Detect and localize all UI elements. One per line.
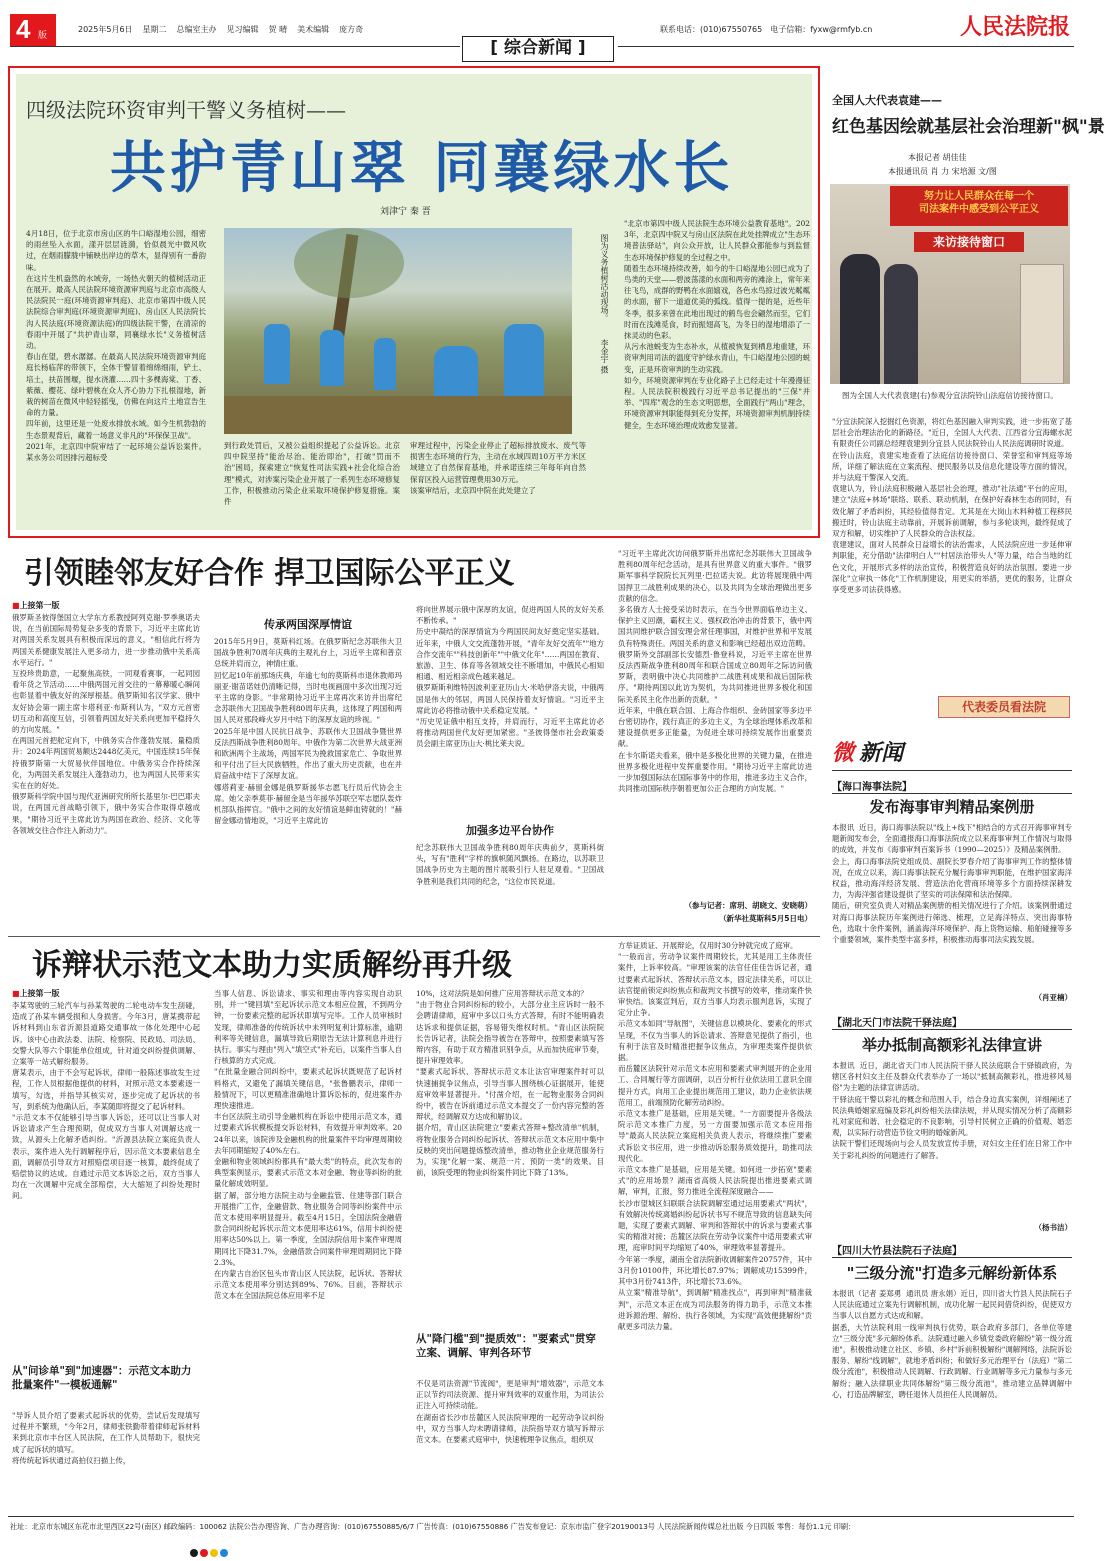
bottom-col-3b: 不仅是司法资源"节流阀"，更是审判"增效器"，示范文本正以节约司法资源、提升审判效率的双重作用，为司法公正注入可持续动能。 在湖南省长沙市岳麓区人民法院审理的一起劳动争议纠纷中，双方当事人均未聘请律师，法院指导双方填写诉辩示范文本。在要素式庭审中，快速梳理争议焦点，组织双 [416, 1379, 604, 1445]
page-number: 4 [16, 14, 31, 44]
section-rule [8, 936, 820, 937]
bottom-col-3: 10%，这对法院是如何推广应用答辩状示范文本的？ "由于物业合同纠纷标的较小，大部分业主应诉时一般不会聘请律师，庭审中多以口头方式答辩，有时不能明确表达诉求和提供证据，容易错失维权时机。"青山区法院院长告诉记者，法院会指导被告在答辩中，按照要素填写答辩内容，有助于双方精准识别争点，从而加快庭审节奏，提升审理效率。 "要素式起诉状、答辩状示范文本让法官审理案件时可以快速捕捉争议焦点，引导当事人围绕核心证据展开，能使庭审效率显著提升。"付凿介绍，在一起物业服务合同纠纷中，被告在诉前通过示范文本提交了一份内容完整的答辩状，经调解双方达成和解协议。 据介绍，青山区法院建立"要素式答辩+整改清单"机制，将物业服务合同纠纷起诉状、答辩状示范文本应用中集中反映的突出问题提炼整改清单，推动物业企业规范服务行为，实现"化解一案、规范一片、预防一类"的效果。目前，该院受理的物业纠纷案件同比下降了13%。 [416, 989, 604, 1178]
sign-text-1: 努力让人民群众在每一个 [924, 191, 1034, 202]
mid-col-2: 2015年5月9日，莫斯科红场。在俄罗斯纪念苏联伟大卫国战争胜利70周年庆典的主观礼台上，习近平主席和普京总统并肩而立，神情庄重。 回忆起10年前那场庆典，年逾七旬的莫斯科市退休教师玛丽亚·谢苗诺娃仍清晰记得，当时电视画面中多次出现习近平主席的身影。"非常期待习近平主席再次来访并出席纪念苏联伟大卫国战争胜利80周年庆典，这体现了两国和两国人民对那段峰火岁月中结下的深厚友谊的珍视。" 2025年是中国人民抗日战争、苏联伟大卫国战争暨世界反法西斯战争胜利80周年。中俄作为第二次世界大战亚洲和欧洲两个主战场，两国军民为挽救国家危亡、争取世界和平付出了巨大民族牺牲，作出了重大历史贡献，也在并肩奋战中结下了深厚友谊。 娜塔莉亚·赫留金娜是俄罗斯援华志愿飞行员后代协会主席。她父亲季莫菲·赫留金是当年援华苏联空军志愿队轰炸机部队指挥官。"俄中之间的友好情谊是鲜血铸就的！"赫留金娜动情地说，"习近平主席此访 [214, 637, 402, 826]
mid-article [8, 544, 820, 932]
intern-editor-label: 见习编辑 [226, 25, 259, 34]
continued-marker-2: ■上接第一版 [12, 989, 60, 998]
worker-figure [374, 338, 396, 390]
issue-date: 2025年5月6日 [78, 25, 133, 34]
item3-tag: 【四川大竹县法院石子法庭】 [832, 1242, 1072, 1258]
header-rule-right [618, 46, 1074, 47]
item3-title: "三级分流"打造多元解纷新体系 [846, 1264, 1058, 1282]
art-editor-name: 庞方奇 [339, 25, 364, 34]
right-reporter: 本报记者 胡佳佳 [908, 153, 967, 162]
continued-text-2: 上接第一版 [19, 989, 60, 998]
weixinwen-logo-2: 新闻 [859, 741, 904, 766]
photo-caption [580, 234, 610, 434]
bottom-col-2: 当事人信息、诉讼请求、事实和理由等内容实现自动识别，并一"键回填"至起诉状示范文本相应位置，不到两分钟，一份要素完整的起诉状即填写完毕。工作人员审核时发现，律师准备的传统诉状中未列明复利计算标准，逾期利率等关键信息，漏填导致后期原告无法计算利息并进行执行。事实与理由"列入"填空式"补充后，以案件当事人自行核算的方式完成。 "在批量金融合同纠纷中，要素式起诉状既规范了起诉材料格式，又避免了漏填关键信息，"张鲁鹏表示，律师一般情况下，可以更精准准确地计算诉讼标的，促进案件办理快速推进。 丰台区法院主动引导金融机构在诉讼中使用示范文本，通过要素式诉状模板提交诉讼材料，有效提升审判效率。2024年以来，该院涉及金融机构的批量案件平均审理周期较去年同期缩短了40%左右。 金融和物业领域纠纷都具有"最大类"的特点，此次发布的典型案例显示，要素式示范文本对金融、物业等纠纷的批量化解成效明显。 据了解，部分地方法院主动与金融监管、住建等部门联合开展推广工作，金融借款、物业服务合同等纠纷案件中示范文本使用率明显提升。截至4月15日，全国法院金融借款合同纠纷起诉状示范文本使用率达61%，信用卡纠纷使用率达50%以上。第一季度，全国法院信用卡案件审理周期同比下降31.7%，金融借款合同案件审理周期同比下降2.3%。 在内蒙古自治区包头市青山区人民法院，起诉状、答辩状示范文本使用率分别达到89%、76%。目前，答辩状示范文本在全国法院总体应用率不足 [214, 989, 402, 1301]
contact-info [660, 24, 950, 38]
bottom-col-4: 方举证质证、开展辩论，仅用时30分钟就完成了庭审。 "一般而言，劳动争议案件周期较长，尤其是用工主体责任案件，上诉率较高。"审理该案的法官任佳佳告诉记者，通过要素式起诉状、答辩状示范文本，固定法律关系，可以让法官提前锁定纠纷焦点和裁判文书撰写的效率，推动案件快审快结。该案宣判后，双方当事人均表示服判息诉，实现了定分止争。 示范文本如同"导航图"，关键信息以模块化、要素化的形式呈现，不仅为当事人的诉讼请求、答辩意见提供了指引，也有利于法官及时精准把握争议焦点，为审理类案件提供依据。 而岳麓区法院针对示范文本应用和要素式审判展开的企业用工、合同履行等方面调研，以百分析行业依法用工意识全面提升方式，向用工企业提出规范用工建议，助力企业依法规范用工，前端预防化解劳动纠纷。 示范文本推广是基础，应用是关键。"一方面要提升各级法院示范文本推广力度，另一方面要加强示范文本应用指导"最高人民法院立案庭相关负责人表示，将继续推广要素式诉讼文书应用，进一步推动诉讼服务质效提升，助推司法现代化。 示范文本推广是基础，应用是关键。如何进一步拓宽"要素式"的应用场景？湖南省高级人民法院提出推进要素式调解，审判，汇报，努力推进全流程深度融合—— 长沙市望城区妇联联合法院调解室通过运用要素式"两状"，有效解决传统离婚纠纷起诉状书写不规范导致的信息缺失问题，实现了要素式调解、审判和答辩状中的诉求与要素式事实的精准对接；岳麓区法院在劳动争议案件中适用要素式审理，庭审时间平均缩短了40%，审理效率显著提升。 今年第一季度，湖南全省法院新收调解案件20757件，其中3月份10100件，环比增长87.97%；调解成功15399件，其中3月份7413件，环比增长73.6%。 从立案"精准导航"，到调解"精准找点"，再到审判"精准裁判"，示范文本正在成为司法服务的得力助手，示范文本推进诉源治理、解纷、执行各领域，为实现"高效便捷解纷"贡献更多司法力量。 [618, 941, 812, 1331]
contact-phone: 联系电话：(010)67550765 [660, 25, 763, 34]
column-tag [938, 696, 1070, 718]
footer-rule [8, 1516, 1074, 1517]
feature-headline: 共护青山翠 同襄绿水长 [110, 136, 734, 201]
continued-marker: ■上接第一版 [12, 601, 60, 610]
feature-col-4: "北京市第四中级人民法院生态环境公益教育基地"。2023年，北京四中院又与房山区法院在此处挂牌成立"生态环境普法驿站"，向公众开放，让人民群众都能参与到监督生态环境保护修复的全过程之中。 随着生态环境持续改善，如今的牛口峪湿地公园已成为了鸟类的天堂——碧波荡漾的水面和两旁的滩涂上，常年来往飞鸟，成群的野鸭在水面嬉戏，各色水鸟掠过波光粼粼的水面，留下一道道优美的弧线。值得一提的是，近些年冬季，很多来曾在此地出现过的鹤鸟也会翩然而至，它们时而在浅滩觅食，时而振翅高飞，为冬日的湿地增添了一抹灵动的色彩。 从污水池蜕变为生态补水，从植被恢复到栖息地重建，环资审判用司法的温度守护绿水青山，牛口峪湿地公园的蜕变，正是环资审判的生动实践。 如今，环境资源审判在专业化路子上已经走过十年漫漫征程。人民法院积极践行习近平总书记提出的"三保"并举、"四库"观念的生态文明思想，全面践行"两山"理念，环境资源审判职能得到充分发挥，环境资源审判机制持续健全，生态环境治理成效愈发显著。 [624, 219, 810, 430]
feature-col-2: 到行政处罚后，又被公益组织提起了公益诉讼。北京四中院坚持"能治尽治、能治即治"，打破"罚而不治"困局，探索建立"恢复性司法实践+社会化综合治理"模式，对涉案污染企业开展了一系列生态环境修复工作，积极推动污染企业采取环境保护修复措施。案件 [224, 441, 400, 507]
tree-planting-photo [224, 228, 572, 434]
bottom-col1-title: 从"问诊单"到"加速器"：示范文本助力批量案件"一模板通解" [12, 1365, 192, 1391]
sign-banner [890, 186, 1068, 226]
weixinwen-rule [832, 770, 1072, 771]
header-rule-left [10, 46, 460, 47]
right-photo-caption: 图为全国人大代表袁建(右)参观分宜法院铃山法庭信访接待窗口。 [842, 391, 1058, 400]
right-top-article [828, 92, 1105, 728]
item1-tag: 【海口海事法院】 [832, 778, 1072, 794]
page-number-badge [10, 14, 56, 46]
bottom-col3-title: 从"降门槛"到"提质效"："要素式"贯穿立案、调解、审判各环节 [416, 1333, 596, 1359]
feature-col-1: 4月18日，位于北京市房山区的牛口峪湿地公园，细密的雨丝坠入水面，漾开层层涟漪，恰似晨光中微风吹过，在烟雨朦胧中铺映出岸边的草木，显得别有一番韵味。 在这片生机盎然的水域旁，一场热火朝天的植树活动正在展开。最高人民法院环境资源审判庭与北京市高级人民法院民一庭(环境资源审判庭)、北京市第四中级人民法院综合审判庭(环境资源审判庭)、房山区人民法院长沟人民法庭(环境资源法庭)的四级法院干警，在清凉的春雨中开展了"共护青山翠，同襄绿水长"义务植树活动。 春山在望，碧水潺潺。在最高人民法院环境资源审判庭庭长杨临萍的带领下，全体干警冒着绵绵细雨，铲土、培土，扶苗围堰，提水浇灌……四十多棵海棠、丁香、紫薇、樱花、绿叶碧桃在众人齐心协力下扎根湿地，新栽的树苗在微风中轻轻摇曳，仿佛在向这片土地宣告生命的力量。 四年前，这里还是一处废水排放水域。如今生机勃勃的生态景观背后，藏着一场意义非凡的"环保保卫战"。 2021年，北京四中院审结了一起环境公益诉讼案件。某水务公司因排污超标受 [26, 229, 206, 463]
item3-body: 本报讯（记者 姜郑勇 通讯员 唐永娟）近日，四川省大竹县人民法院石子人民法庭通过立案先行调解机制，成功化解一起民间借贷纠纷，促使双方当事人以自愿方式达成和解。 据悉，大竹法院利用一线审判执行优势，联合政府多部门，各单位等建立"三级分流"多元解纷体系。法院通过融入乡镇党委政府解纷"第一级分流池"，积极推动建立社区、乡镇、乡村"诉前积极解纷"调解网络，法院诉讼服务、解纷"线调解"，就地矛盾纠纷；和做好多元治理平台（法庭）"第二级分流池"，积极推动人民调解、行政调解、行业调解等多元力量参与多元解纷；融入法律职业共同体解纷"第三级分流池"，推动建立品牌调解中心，打造品牌解室，聘任退休人员担任人民调解员。 [832, 1289, 1072, 1399]
mid-source: （新华社莫斯科5月5日电） [719, 914, 812, 923]
person-figure [884, 264, 918, 384]
doorway [1020, 264, 1064, 384]
ground [224, 396, 572, 434]
item2-title: 举办抵制高额彩礼法律宣讲 [861, 1036, 1042, 1054]
worker-figure [264, 324, 290, 384]
header-meta [78, 24, 408, 38]
right-headline: 红色基因绘就基层社会治理新"枫"景 [832, 117, 1105, 137]
mid-col-3: 将向世界展示俄中深厚的友谊，促进两国人民的友好关系不断传承。" 历史中凝结的深厚情谊为今两国民间友好奠定坚实基础。近年来，中俄人文交流蓬勃开展，"青年友好交流年""地方合作交流年""科技创新年""中俄文化年"……两国在教育、旅游、卫生、体育等各领域交往不断增加，中俄民心相知相通、相近相亲成色越来越足。 俄罗斯斯利维特因波利亚亚历山大·米哈伊洛夫说，中俄两国是伟大的邻居，两国人民保持着友好情谊。"习近平主席此访必将推动俄中关系稳定发展。" "历史见证俄中相互支持，并肩而行，习近平主席此访必将推动两国世代友好更加紧密。"圣彼得堡市社会政策委员会副主席亚历山大·桃比莱夫说。 [416, 605, 604, 749]
item1-sign: （肖亚楠） [1034, 993, 1072, 1002]
worker-figure [320, 330, 344, 386]
item1-body: 本报讯 近日，海口海事法院以"线上+线下"相结合的方式召开海事审判专题新闻发布会，全面通报海口海事法院成立以来海事审判工作情况与取得的成效，并发布《海事审判百案诉书（1990—2025）》及精品案例册。 会上，海口海事法院党组成员、副院长罗春介绍了海事审判工作的整体情况，在成立以来，海口海事法院充分履行海事审判职能，在维护国家海洋权益，推动海洋经济发展、营造法治化营商环境等多个方面持续深耕发力，为海洋强省建设提供了坚实的司法保障和法治保障。 随后，研究室负责人对精品案例册的相关情况进行了介绍。该案例册通过对海口海事法院历年案例进行筛选、梳理，立足海洋特点、突出海事特色，选取十余件案例，涵盖海洋环境保护、海上货物运输、船舶碰撞等多个重要领域，案件类型丰富多样，积极推动海事司法实践发展。 [832, 823, 1072, 945]
bottom-headline: 诉辩状示范文本助力实质解纷再升级 [32, 948, 512, 983]
registration-dot [190, 1549, 198, 1557]
tree-foliage [294, 228, 404, 298]
weixinwen-column [828, 734, 1074, 1512]
intern-editor-name: 贺 晴 [268, 25, 288, 34]
registration-dot [220, 1549, 228, 1557]
mid-col-3b: 纪念苏联伟大卫国战争胜利80周年庆典前夕，莫斯科街头，写有"胜利"字样的旗帜随风飘扬。在路边，以苏联卫国战争历史为主题的图片展吸引行人驻足观看。"卫国战争胜利是我们共同的纪念，"这位市民说道。 [416, 843, 604, 886]
person-figure [840, 254, 880, 384]
right-reporter-2: 本报通讯员 肖 力 宋培源 文/图 [888, 167, 997, 176]
item2-tag: 【湖北天门市法院干驿法庭】 [832, 1014, 1072, 1030]
feature-article [8, 66, 820, 538]
bottom-article [8, 936, 820, 1512]
item1-title: 发布海事审判精品案例册 [869, 798, 1035, 816]
reception-sign [914, 232, 1024, 252]
sign-text-2: 司法案件中感受到公平正义 [919, 204, 1039, 215]
mid-headline: 引领睦邻友好合作 捍卫国际公平正义 [24, 556, 515, 591]
sign-text-3: 来访接待窗口 [932, 235, 1005, 249]
bottom-col-1: 李某驾驶的三轮汽车与孙某驾驶的二轮电动车发生刮碰，造成了孙某车辆受损和人身损害。今年3月，唐某携带起诉材料到山东省沂源县道路交通事故一体化处理中心起诉。该中心由政法委、法院、检察院、民政局、司法局、交警大队等六个职能单位组成，针对道交纠纷提供调解、立案等一站式解纷服务。 唐某表示，由于不会写起诉状，律师一般陈述事故发生过程，工作人员根据他提供的材料，对照示范文本要素逐一填写，勾选，并指导其核实对，逐步完成了起诉状的书写，到系统为他确认后，李某随即将提交了起诉材料。 "示范文本不仅能够引导当事人诉讼，还可以让当事人对诉讼请求产生合理预期，促成双方当事人对调解达成一致，从源头上化解矛盾纠纷。"沂源县法院立案庭负责人表示，案件进入先行调解程序后，因示范文本要素信息全面，调解员引导双方对照赔偿项目逐一核算，最终促成了赔偿协议的达成。自通过示范文本诉讼之后，双方当事人均在一次调解中完成全部赔偿，大大缩短了纠纷处理时间。 [12, 1001, 200, 1201]
photo-credit: 李金宇 摄 [600, 338, 609, 374]
page-header [0, 0, 1080, 62]
right-kicker: 全国人大代表袁建—— [832, 94, 942, 107]
mid-col2-title: 传承两国深厚情谊 [264, 618, 352, 631]
footer-text: 社址：北京市东城区东花市北里西区22号(南区) 邮政编码：100062 法院公告办理咨询、广告办理咨询：(010)67550885/6/7 广告传真：(010)67550886 广告发布登记：京东市监广登字20190013号 人民法院新闻传媒总社出版 今日四版 零售：每份1.1元 印刷： [10, 1522, 856, 1531]
weixinwen-logo-1: 微 [832, 741, 855, 766]
column-tag-text: 代表委员看法院 [961, 700, 1046, 714]
editor-label: 总编室主办 [176, 25, 217, 34]
page-suffix: 版 [38, 31, 48, 41]
right-photo [830, 184, 1070, 384]
art-editor-label: 美术编辑 [297, 25, 330, 34]
mid-col3-title: 加强多边平台协作 [466, 824, 554, 837]
registration-dot [210, 1549, 218, 1557]
bottom-col-1b: "导诉人员介绍了要素式起诉状的优势，尝试后发现填写过程并不繁琐，"今年2月，律师张铁勤带着律师起诉材料来到北京市丰台区人民法院，在工作人员帮助下，很快完成了起诉状的填写。 将传统起诉状通过高拍仪扫描上传， [12, 1411, 200, 1465]
mid-signature: （参与记者：席玥、胡晓文、安晓萌） [684, 901, 812, 910]
item2-body: 本报讯 近日，湖北省天门市人民法院干驿人民法庭联合干驿镇政府，为辖区各村妇女主任及群众代表举办了一场以"抵制高额彩礼，推进移风易俗"为主题的法律宣讲活动。 干驿法庭干警以彩礼的概念和范围入手，结合身边真实案例，详细阐述了民法典婚姻家庭编及彩礼纠纷相关法律法规，并从现实情况分析了高额彩礼对家庭和谐、社会稳定的不良影响，引导村民树立正确的价值观、婚恋观，以实际行动营造节俭文明的婚嫁新风。 法院干警们还现场向与会人员发放宣传手册，对妇女主任们在日常工作中关于彩礼纠纷的问题进行了解答。 [832, 1061, 1072, 1160]
feature-kicker: 四级法院环资审判干警义务植树—— [26, 98, 346, 122]
continued-text: 上接第一版 [19, 601, 60, 610]
color-registration-marks [190, 1542, 890, 1554]
worker-figure [504, 324, 544, 402]
weixinwen-logo [832, 736, 972, 766]
feature-byline: 刘津宁 秦 晋 [380, 207, 431, 217]
masthead [960, 10, 1075, 44]
registration-dot [200, 1549, 208, 1557]
mid-col-4: "习近平主席此次访问俄罗斯并出席纪念苏联伟大卫国战争胜利80周年纪念活动，是具有世界意义的重大事件。"俄罗斯军事科学院院长瓦列里·巴拉诺夫说。此访将展现俄中两国捍卫二战胜利成果的决心，以及共同为全球治理做出更多贡献的信念。 多名俄方人士接受采访时表示，在当今世界面临单边主义、保护主义回潮，霸权主义、强权政治冲击的背景下，俄中两国共同维护联合国安理会常任理事国，对维护世界和平发展负有特殊责任。两国关系的意义和影响已经超出双边范畴。 俄罗斯外交部副部长安德烈·鲁登科说，习近平主席在世界反法西斯战争胜利80周年和联合国成立80周年之际访问俄罗斯，表明俄中决心共同维护二战胜利成果和战后国际秩序。"期待两国以此访为契机，为共同推进世界多极化和国际关系民主化作出新的贡献。" 近年来，中俄在联合国、上海合作组织、金砖国家等多边平台密切协作，践行真正的多边主义，为全球治理体系改革和建设提供更多正能量，为促进全球可持续发展作出重要贡献。 在卡尔斯诺夫看来，俄中是多极化世界的关键力量，在推进世界多极化进程中发挥重要作用。"期待习近平主席此访进一步加强国际法在国际事务中的作用，推进多边主义合作，共同推动国际秩序朝着更加公正合理的方向发展。" [618, 549, 812, 794]
item2-sign: （杨书洁） [1034, 1223, 1072, 1232]
photo-caption-text: 图为义务植树活动现场。 [600, 234, 609, 322]
contact-email: 电子信箱：fyxw@rmfyb.cn [770, 25, 873, 34]
masthead-text: 人民法院报 [960, 14, 1071, 40]
page-footer [0, 1516, 1080, 1558]
issue-weekday: 星期二 [142, 25, 167, 34]
section-title: [ 综合新闻 ] [462, 36, 614, 62]
mid-col-1: 俄罗斯圣彼得堡国立大学东方系教授阿列克谢·罗季奥诺夫说，在当前国际局势复杂多变的背景下，习近平主席此访对两国关系发展具有积极而深远的意义，"相信此行将为两国关系健康发展注入更多动力，进一步推动俄中关系高水平运行。" 互投珍贵助意，一起聚焦高铁，一同观看赛事，一起同园看年货之节活动……中俄两国元首交往的一幕幕暖心瞬间也彰显着中俄友好的深厚根基。俄罗斯知名汉学家、俄中友好协会第一副主席卡塔利亚·布斯利认为，"双方元首密切互动和高度互信，引领着两国友好关系向更加平稳持久的方向发展。" 在两国元首把舵定向下，中俄务实合作蓬勃发展、量稳质升：2024年两国贸易额达2448亿美元，中国连续15年保持俄罗斯第一大贸易伙伴国地位。中俄务实合作持续深化，为两国关系发展注入蓬勃动力，也为两国人民带来实实在在的好处。 俄罗斯科学院中国与现代亚洲研究所所长基里尔·巴巴耶夫说，在两国元首战略引领下，俄中务实合作取得卓越成果，"期待习近平主席此访为两国在政治、经济、文化等各领域交往合作注入新动力"。 [12, 613, 200, 835]
right-body: "分宜法院深入挖掘红色资源，将红色基因融入审判实践，进一步拓宽了基层社会治理法治化的新路径。"近日，全国人大代表、江西省分宜海螺水泥有限责任公司副总经理袁建到分宜县人民法院铃山人民法庭调研时说道。 在铃山法庭，袁建实地查看了法庭信访接待窗口、荣誉室和审判庭等场所，详细了解法庭在立案流程、便民服务以及信息化建设等方面的情况，并与法庭干警深入交流。 袁建认为，铃山法庭积极融入基层社会治理，推动"社法通"平台的应用，建立"法庭+林场"联络、联系、联动机制，在保护好森林生态的同时，有效化解了矛盾纠纷，其经验值得肯定。尤其是在大岗山木料种植工程移民搬迁时，铃山法庭主动靠前，开展诉前调解，参与多轮谈判，最终促成了双方和解，切实维护了人民群众的合法权益。 袁建建议，面对人民群众日益增长的法治需求，人民法院应进一步延伸审判职能，充分借助"法律明白人""村居法治带头人"等力量，结合当地的红色文化，开展形式多样的法治宣传，积极营造良好的法治氛围。要进一步深化"立审执一体化"工作机制建设，用更实的举措，更优的服务，让群众享受更多司法获得感。 [832, 417, 1072, 595]
section-name: 综合新闻 [504, 38, 572, 58]
feature-col-3: 审理过程中，污染企业停止了超标排放废水、废气等损害生态环境的行为，主动在水域四周10万平方米区域建立了自然保育基地，并承诺连续三年每年向自然保育区投入运营管理费用30万元。 该案审结后，北京四中院在此处建立了 [410, 441, 586, 495]
